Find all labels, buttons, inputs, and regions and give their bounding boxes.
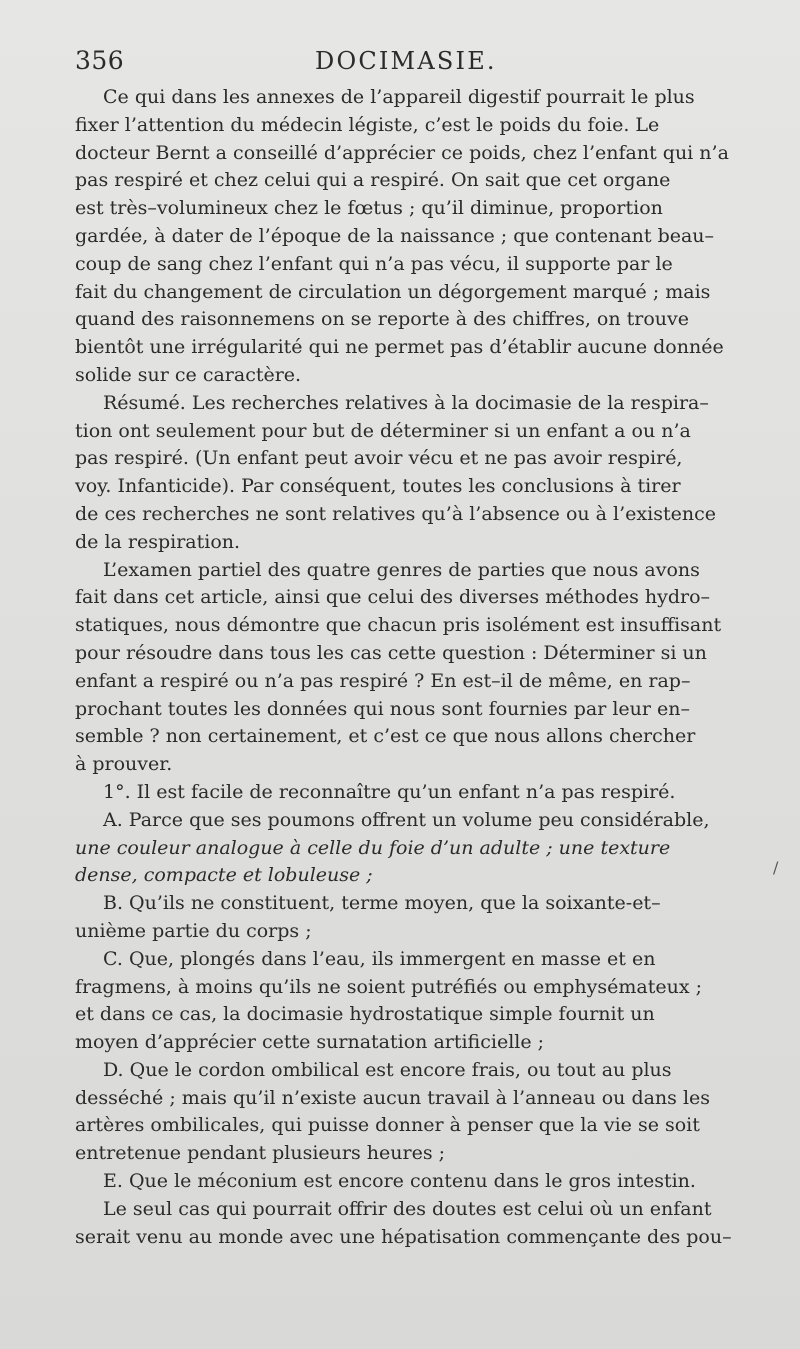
text-line: Ce qui dans les annexes de l’appareil digestif pourrait le plus xyxy=(103,86,695,108)
text-line: entretenue pendant plusieurs heures ; xyxy=(75,1142,446,1165)
text-line: bientôt une irrégularité qui ne permet pas d’établir aucune donnée xyxy=(75,336,724,359)
page-header xyxy=(75,44,725,84)
text-line: de la respiration. xyxy=(75,530,241,553)
text-line: enfant a respiré ou n’a pas respiré ? En est–il de même, en rap– xyxy=(75,669,691,692)
text-line: Résumé. Les recherches relatives à la docimasie de la respira– xyxy=(103,391,709,414)
text-line: fragmens, à moins qu’ils ne soient putréfiés ou emphysémateux ; xyxy=(75,975,702,998)
text-line: gardée, à dater de l’époque de la naissance ; que contenant beau– xyxy=(75,224,715,247)
text-line: artères ombilicales, qui puisse donner à penser que la vie se soit xyxy=(75,1114,700,1137)
text-line: dense, compacte et lobuleuse ; xyxy=(75,864,373,887)
text-line: serait venu au monde avec une hépatisation commençante des pou– xyxy=(75,1225,732,1248)
text-line: une couleur analogue à celle du foie d’un adulte ; une texture xyxy=(75,836,671,859)
running-head: DOCIMASIE. xyxy=(315,47,497,75)
text-line: A. Parce que ses poumons offrent un volume peu considérable, xyxy=(103,808,710,831)
text-line: C. Que, plongés dans l’eau, ils immergent en masse et en xyxy=(103,947,656,970)
text-line: à prouver. xyxy=(75,753,173,776)
text-line: E. Que le méconium est encore contenu dans le gros intestin. xyxy=(103,1170,696,1193)
text-line: pas respiré et chez celui qui a respiré. On sait que cet organe xyxy=(75,169,671,192)
text-line: voy. Infanticide). Par conséquent, toutes les conclusions à tirer xyxy=(75,475,681,498)
margin-mark: / xyxy=(773,858,779,877)
text-line: Le seul cas qui pourrait offrir des doutes est celui où un enfant xyxy=(103,1197,712,1220)
page-number: 356 xyxy=(75,46,125,75)
text-line: coup de sang chez l’enfant qui n’a pas vécu, il supporte par le xyxy=(75,252,673,275)
text-line: 1°. Il est facile de reconnaître qu’un enfant n’a pas respiré. xyxy=(103,780,676,803)
text-line: pour résoudre dans tous les cas cette question : Déterminer si un xyxy=(75,641,707,664)
text-line: solide sur ce caractère. xyxy=(75,363,302,386)
text-line: fait dans cet article, ainsi que celui des diverses méthodes hydro– xyxy=(75,586,711,609)
text-line: unième partie du corps ; xyxy=(75,919,312,942)
text-line: est très–volumineux chez le fœtus ; qu’il diminue, proportion xyxy=(75,197,663,220)
text-line: prochant toutes les données qui nous sont fournies par leur en– xyxy=(75,697,690,720)
text-line: de ces recherches ne sont relatives qu’à l’absence ou à l’existence xyxy=(75,502,716,525)
text-line: moyen d’apprécier cette surnatation artificielle ; xyxy=(75,1031,545,1054)
text-line: tion ont seulement pour but de déterminer si un enfant a ou n’a xyxy=(75,419,691,442)
text-line: L’examen partiel des quatre genres de parties que nous avons xyxy=(103,558,700,581)
text-line: pas respiré. (Un enfant peut avoir vécu et ne pas avoir respiré, xyxy=(75,447,683,470)
text-line: statiques, nous démontre que chacun pris isolément est insuffisant xyxy=(75,614,722,637)
text-line: fixer l’attention du médecin légiste, c’est le poids du foie. Le xyxy=(75,113,660,136)
text-line: B. Qu’ils ne constituent, terme moyen, que la soixante-et– xyxy=(103,892,661,915)
text-line: quand des raisonnemens on se reporte à des chiffres, on trouve xyxy=(75,308,689,331)
text-line: docteur Bernt a conseillé d’apprécier ce poids, chez l’enfant qui n’a xyxy=(75,141,729,164)
text-line: semble ? non certainement, et c’est ce que nous allons chercher xyxy=(75,725,696,748)
body-text xyxy=(75,84,732,1251)
text-line: desséché ; mais qu’il n’existe aucun travail à l’anneau ou dans les xyxy=(75,1086,711,1109)
text-line: D. Que le cordon ombilical est encore frais, ou tout au plus xyxy=(103,1058,672,1081)
text-line: fait du changement de circulation un dégorgement marqué ; mais xyxy=(75,280,711,303)
text-line: et dans ce cas, la docimasie hydrostatique simple fournit un xyxy=(75,1003,655,1026)
